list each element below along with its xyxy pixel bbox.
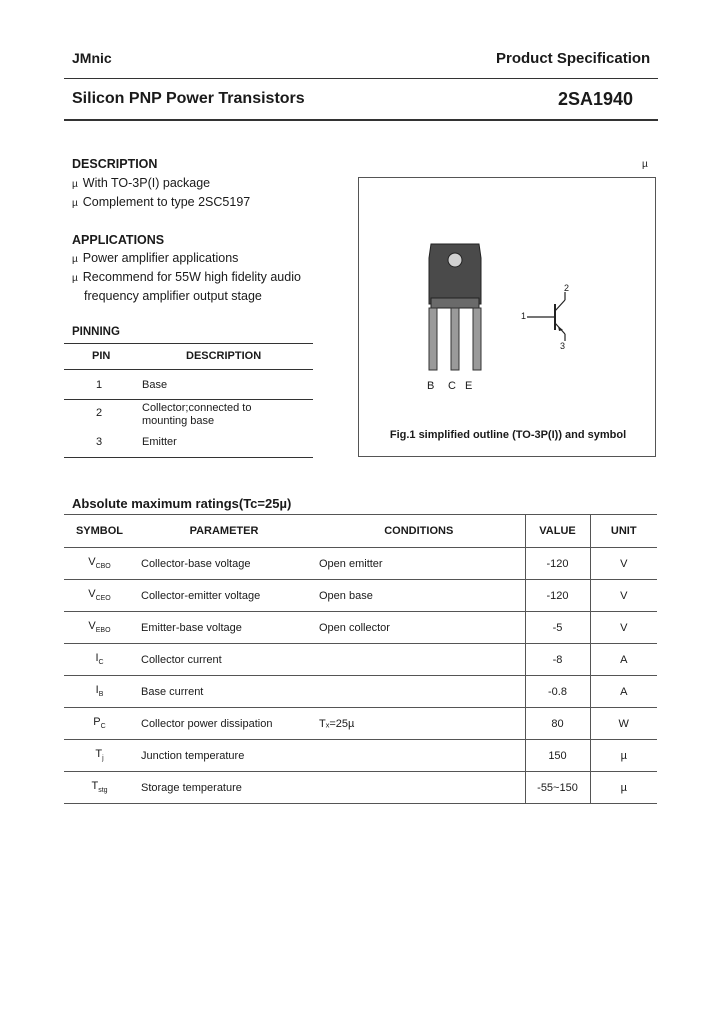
part-number: 2SA1940	[558, 89, 634, 109]
value-cell: 150	[525, 740, 590, 772]
applications-heading: APPLICATIONS	[72, 233, 165, 247]
application-item	[72, 251, 238, 265]
value-cell: -120	[525, 580, 590, 612]
pin-description: Base	[142, 379, 168, 391]
value-cell: -0.8	[525, 676, 590, 708]
table-row	[64, 676, 657, 708]
pin-description: Collector;connected to	[142, 402, 252, 414]
unit-cell: µ	[590, 772, 657, 804]
conditions-cell: Open collector	[319, 621, 390, 634]
spec-label: Product Specification	[496, 50, 651, 67]
symbol-cell: $V_{CEO}$	[88, 588, 111, 603]
symbol-label-collector: 2	[564, 283, 570, 293]
unit-cell: V	[590, 612, 657, 644]
table-row	[64, 708, 657, 740]
to3p-package-drawing	[359, 178, 655, 418]
application-text: Recommend for 55W high fidelity audio	[82, 270, 301, 284]
conditions-cell: Open emitter	[319, 557, 383, 570]
ratings-title: Absolute maximum ratings(Tc=25µ)	[72, 496, 292, 511]
pin-letter-b: B	[427, 380, 435, 392]
application-item	[72, 270, 301, 284]
value-cell: 80	[525, 708, 590, 740]
parameter-cell: Collector current	[141, 653, 222, 666]
parameter-cell: Collector power dissipation	[141, 717, 273, 730]
application-text: Power amplifier applications	[82, 251, 239, 265]
value-cell: -8	[525, 644, 590, 676]
pin-col-header: PIN	[92, 350, 111, 362]
pin-description: Emitter	[142, 436, 177, 448]
symbol-cell: $V_{CBO}$	[88, 556, 111, 571]
ratings-table	[64, 514, 657, 804]
table-row	[64, 548, 657, 580]
pinning-rule-top	[64, 343, 313, 344]
symbol-label-emitter: 3	[560, 341, 566, 351]
parameter-cell: Collector-base voltage	[141, 557, 251, 570]
symbol-cell: $V_{EBO}$	[88, 620, 111, 635]
table-row	[64, 740, 657, 772]
application-text-cont: frequency amplifier output stage	[84, 289, 262, 303]
table-row	[64, 612, 657, 644]
desc-col-header: DESCRIPTION	[186, 350, 262, 362]
header-parameter: PARAMETER	[189, 525, 259, 537]
unit-cell: µ	[590, 740, 657, 772]
symbol-cell: $P_C$	[93, 716, 106, 731]
header-value: VALUE	[525, 515, 590, 548]
parameter-cell: Base current	[141, 685, 204, 698]
parameter-cell: Collector-emitter voltage	[141, 589, 261, 602]
table-row	[64, 580, 657, 612]
unit-cell: V	[590, 580, 657, 612]
header-symbol: SYMBOL	[75, 525, 124, 537]
conditions-cell	[313, 772, 525, 804]
unit-cell: A	[590, 676, 657, 708]
pinning-heading: PINNING	[72, 326, 120, 338]
conditions-cell: Open base	[319, 589, 373, 602]
pin-letter-e: E	[465, 380, 473, 392]
bullet-marker: µ	[72, 198, 78, 209]
bullet-marker: µ	[72, 254, 78, 265]
symbol-label-base: 1	[521, 311, 527, 321]
pinning-row-rule	[64, 399, 313, 400]
pin-number: 1	[96, 379, 103, 391]
conditions-cell: Tₓ=25µ	[319, 717, 355, 730]
value-cell: -120	[525, 548, 590, 580]
table-row	[64, 772, 657, 804]
symbol-cell: $T_j$	[95, 748, 104, 763]
description-text: Complement to type 2SC5197	[82, 195, 251, 209]
symbol-cell: $I_C$	[95, 652, 104, 667]
pin-letter-c: C	[448, 380, 456, 392]
description-text: With TO-3P(I) package	[82, 176, 211, 190]
unit-cell: W	[590, 708, 657, 740]
pinning-rule-header	[64, 369, 313, 370]
pinning-rule-bottom	[64, 457, 313, 458]
value-cell: -55~150	[525, 772, 590, 804]
unit-cell: A	[590, 644, 657, 676]
bullet-marker: µ	[72, 273, 78, 284]
description-item	[72, 176, 210, 190]
header-conditions: CONDITIONS	[384, 525, 454, 537]
parameter-cell: Storage temperature	[141, 781, 242, 794]
parameter-cell: Emitter-base voltage	[141, 621, 242, 634]
ratings-header-row	[64, 515, 657, 548]
symbol-cell: $I_B$	[95, 684, 104, 699]
company-name: JMnic	[72, 50, 112, 66]
bullet-marker: µ	[72, 179, 78, 190]
pin-number: 2	[96, 407, 103, 419]
pin-description-cont: mounting base	[142, 415, 215, 427]
description-heading: DESCRIPTION	[72, 157, 158, 171]
parameter-cell: Junction temperature	[141, 749, 245, 762]
description-item	[72, 195, 250, 209]
conditions-cell	[313, 740, 525, 772]
unit-cell: V	[590, 548, 657, 580]
header-divider	[64, 78, 658, 79]
stray-mark: µ	[642, 159, 648, 170]
header-unit: UNIT	[590, 515, 657, 548]
figure-box	[358, 177, 656, 457]
figure-caption: Fig.1 simplified outline (TO-3P(I)) and symbol	[389, 429, 627, 441]
value-cell: -5	[525, 612, 590, 644]
table-row	[64, 644, 657, 676]
title-divider	[64, 119, 658, 121]
conditions-cell	[313, 676, 525, 708]
pin-number: 3	[96, 436, 103, 448]
product-type: Silicon PNP Power Transistors	[72, 90, 305, 107]
conditions-cell	[313, 644, 525, 676]
symbol-cell: $T_{stg}$	[91, 780, 108, 795]
